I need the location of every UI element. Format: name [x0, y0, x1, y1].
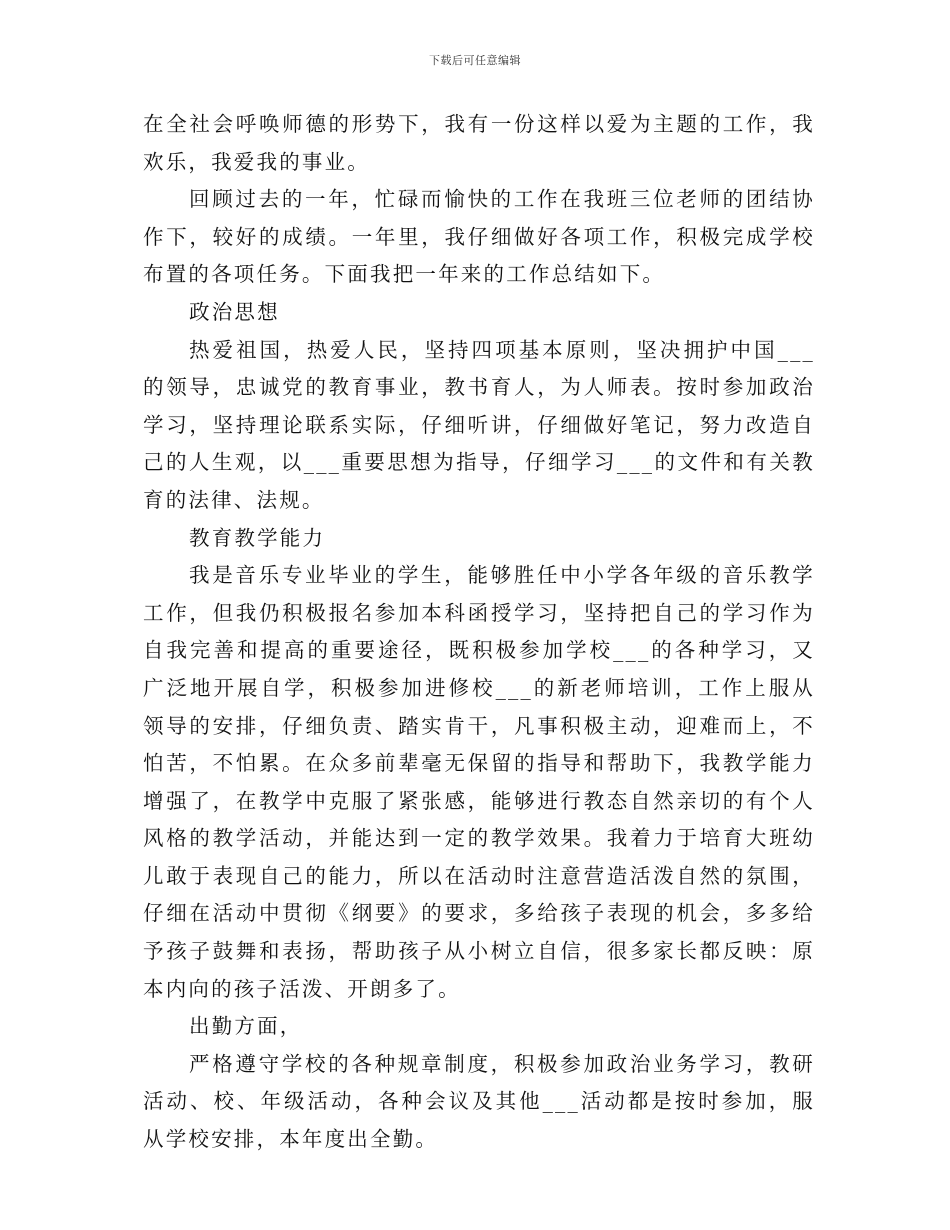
section-heading-attendance: 出勤方面， [189, 1014, 303, 1039]
page-header: 下载后可任意编辑 [429, 54, 521, 67]
paragraph-politics: 热爱祖国，热爱人民，坚持四项基本原则，坚决拥护中国___的领导，忠诚党的教育事业，教书育人，为人师表。按时参加政治学习，坚持理论联系实际，仔细听讲，仔细做好笔记，努力改造自己的人生观，以___重要思想为指导，仔细学习___的文件和有关教育的法律、法规。 [143, 337, 815, 512]
paragraph-attendance: 严格遵守学校的各种规章制度，积极参加政治业务学习，教研活动、校、年级活动，各种会议及其他___活动都是按时参加，服从学校安排，本年度出全勤。 [143, 1051, 815, 1152]
paragraph-intro: 在全社会呼唤师德的形势下，我有一份这样以爱为主题的工作，我欢乐，我爱我的事业。 [143, 112, 815, 174]
section-heading-teaching: 教育教学能力 [189, 525, 326, 550]
document-body [143, 106, 815, 1159]
section-heading-politics: 政治思想 [189, 299, 280, 324]
paragraph-teaching: 我是音乐专业毕业的学生，能够胜任中小学各年级的音乐教学工作，但我仍积极报名参加本科函授学习，坚持把自己的学习作为自我完善和提高的重要途径，既积极参加学校___的各种学习，又广泛地开展自学，积极参加进修校___的新老师培训，工作上服从领导的安排，仔细负责、踏实肯干，凡事积极主动，迎难而上，不怕苦，不怕累。在众多前辈毫无保留的指导和帮助下，我教学能力增强了，在教学中克服了紧张感，能够进行教态自然亲切的有个人风格的教学活动，并能达到一定的教学效果。我着力于培育大班幼儿敢于表现自己的能力，所以在活动时注意营造活泼自然的氛围，仔细在活动中贯彻《纲要》的要求，多给孩子表现的机会，多多给予孩子鼓舞和表扬，帮助孩子从小树立自信，很多家长都反映：原本内向的孩子活泼、开朗多了。 [143, 563, 815, 1001]
paragraph-review: 回顾过去的一年，忙碌而愉快的工作在我班三位老师的团结协作下，较好的成绩。一年里，我仔细做好各项工作，积极完成学校布置的各项任务。下面我把一年来的工作总结如下。 [143, 187, 815, 287]
